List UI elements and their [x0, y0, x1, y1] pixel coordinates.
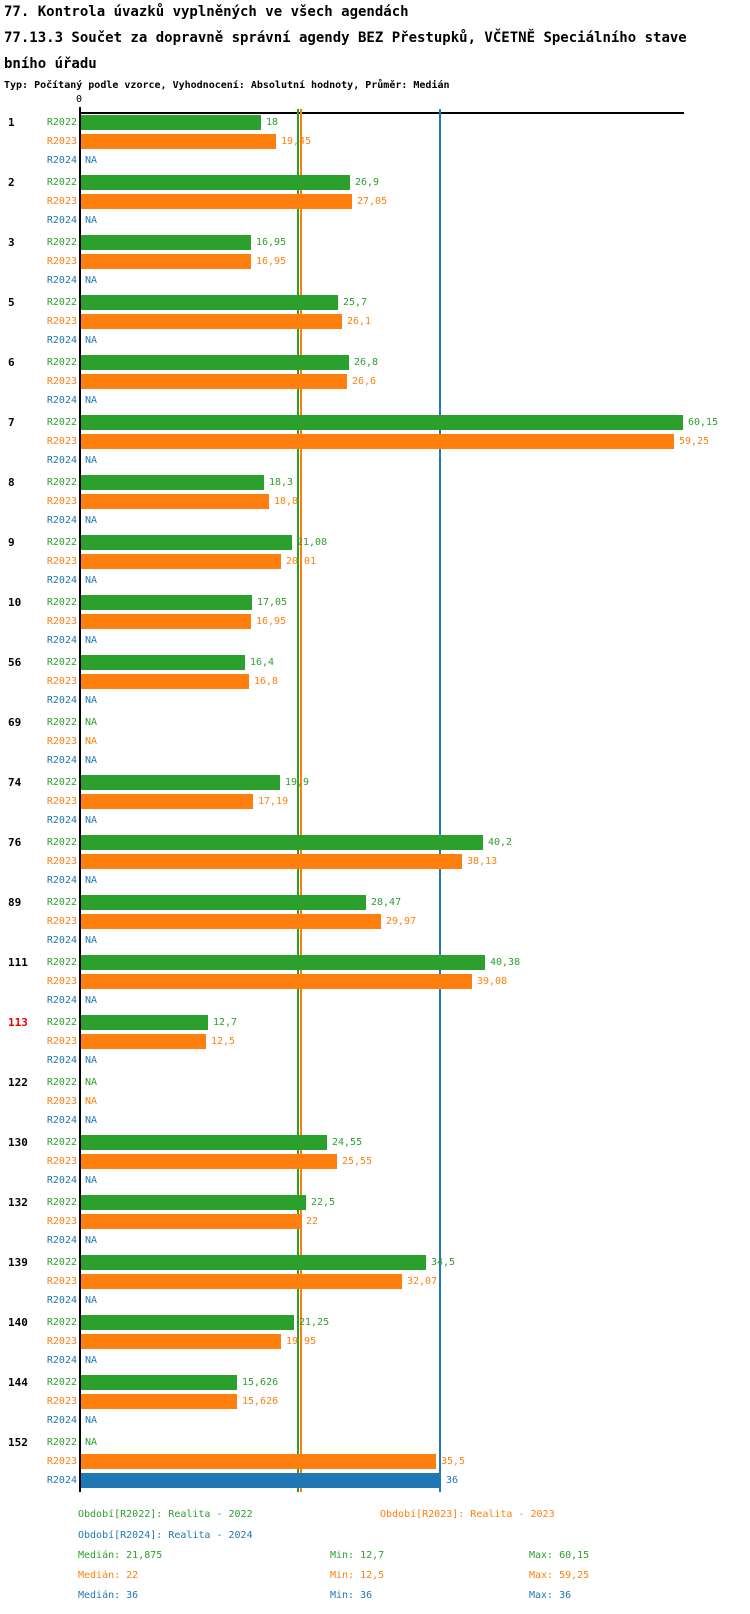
row-year-label-r2023: R2023 [46, 676, 77, 687]
bar-r2022 [81, 835, 483, 850]
bar-r2023 [81, 194, 352, 209]
bar-value-label: 60,15 [688, 417, 719, 428]
row-year-label-r2023: R2023 [46, 196, 77, 207]
row-year-label-r2024: R2024 [46, 995, 77, 1006]
row-year-label-r2022: R2022 [46, 777, 77, 788]
row-year-label-r2024: R2024 [46, 875, 77, 886]
na-label-r2024: NA [85, 1415, 98, 1426]
na-label-r2024: NA [85, 275, 98, 286]
bar-value-label: 24,55 [332, 1137, 363, 1148]
group-id-6: 6 [8, 356, 15, 369]
stat-min-r2024: Min: 36 [330, 1590, 373, 1601]
bar-value-label: 26,1 [347, 316, 372, 327]
bar-value-label: 39,08 [477, 976, 508, 987]
row-year-label-r2023: R2023 [46, 136, 77, 147]
legend-r2024: Období[R2024]: Realita - 2024 [78, 1530, 253, 1541]
row-year-label-r2024: R2024 [46, 1295, 77, 1306]
row-year-label-r2023: R2023 [46, 1156, 77, 1167]
na-label-r2024: NA [85, 815, 98, 826]
bar-value-label: 12,5 [211, 1036, 236, 1047]
group-id-1: 1 [8, 116, 15, 129]
na-label-r2024: NA [85, 515, 98, 526]
bar-value-label: 38,13 [467, 856, 498, 867]
na-label-r2024: NA [85, 755, 98, 766]
bar-r2022 [81, 1255, 426, 1270]
group-id-5: 5 [8, 296, 15, 309]
na-label-r2022: NA [85, 1437, 98, 1448]
na-label-r2024: NA [85, 335, 98, 346]
group-id-10: 10 [8, 596, 22, 609]
group-id-9: 9 [8, 536, 15, 549]
bar-r2023 [81, 1394, 237, 1409]
bar-r2023 [81, 494, 269, 509]
axis-zero-label: 0 [76, 94, 83, 105]
group-id-122: 122 [8, 1076, 28, 1089]
row-year-label-r2022: R2022 [46, 597, 77, 608]
bar-value-label: 16,4 [250, 657, 275, 668]
row-year-label-r2024: R2024 [46, 1475, 77, 1486]
bar-value-label: 27,05 [357, 196, 388, 207]
bar-value-label: 34,5 [431, 1257, 456, 1268]
row-year-label-r2022: R2022 [46, 717, 77, 728]
bar-r2022 [81, 1015, 208, 1030]
na-label-r2024: NA [85, 1175, 98, 1186]
bar-r2022 [81, 955, 485, 970]
x-axis-line [79, 112, 684, 114]
bar-value-label: 17,05 [257, 597, 288, 608]
row-year-label-r2022: R2022 [46, 477, 77, 488]
row-year-label-r2024: R2024 [46, 275, 77, 286]
bar-r2023 [81, 434, 674, 449]
bar-r2023 [81, 974, 472, 989]
bar-r2022 [81, 775, 280, 790]
stat-median-r2023: Medián: 22 [78, 1570, 139, 1581]
na-label-r2022: NA [85, 717, 98, 728]
stat-max-r2022: Max: 60,15 [529, 1550, 590, 1561]
bar-value-label: 36 [446, 1475, 459, 1486]
bar-r2023 [81, 854, 462, 869]
bar-value-label: 15,626 [242, 1396, 279, 1407]
row-year-label-r2024: R2024 [46, 395, 77, 406]
bar-r2023 [81, 134, 276, 149]
row-year-label-r2022: R2022 [46, 1077, 77, 1088]
row-year-label-r2023: R2023 [46, 556, 77, 567]
row-year-label-r2024: R2024 [46, 1235, 77, 1246]
na-label-r2024: NA [85, 1235, 98, 1246]
row-year-label-r2023: R2023 [46, 1216, 77, 1227]
bar-r2023 [81, 314, 342, 329]
bar-value-label: 19,9 [285, 777, 310, 788]
group-id-2: 2 [8, 176, 15, 189]
group-id-111: 111 [8, 956, 28, 969]
row-year-label-r2022: R2022 [46, 1017, 77, 1028]
row-year-label-r2022: R2022 [46, 117, 77, 128]
bar-r2022 [81, 295, 338, 310]
row-year-label-r2024: R2024 [46, 1415, 77, 1426]
bar-r2022 [81, 475, 264, 490]
bar-value-label: 18 [266, 117, 279, 128]
row-year-label-r2023: R2023 [46, 1096, 77, 1107]
row-year-label-r2023: R2023 [46, 796, 77, 807]
group-id-8: 8 [8, 476, 15, 489]
group-id-140: 140 [8, 1316, 28, 1329]
bar-value-label: 16,95 [256, 256, 287, 267]
bar-r2022 [81, 1135, 327, 1150]
row-year-label-r2022: R2022 [46, 657, 77, 668]
row-year-label-r2022: R2022 [46, 1377, 77, 1388]
row-year-label-r2022: R2022 [46, 537, 77, 548]
legend-r2023: Období[R2023]: Realita - 2023 [380, 1509, 555, 1520]
bar-value-label: 26,9 [355, 177, 380, 188]
group-id-139: 139 [8, 1256, 28, 1269]
bar-value-label: 25,55 [342, 1156, 373, 1167]
stat-max-r2023: Max: 59,25 [529, 1570, 590, 1581]
row-year-label-r2023: R2023 [46, 856, 77, 867]
bar-r2023 [81, 794, 253, 809]
bar-r2023 [81, 1214, 301, 1229]
row-year-label-r2023: R2023 [46, 736, 77, 747]
bar-r2023 [81, 1454, 436, 1469]
row-year-label-r2024: R2024 [46, 1055, 77, 1066]
bar-value-label: 16,95 [256, 237, 287, 248]
row-year-label-r2024: R2024 [46, 1175, 77, 1186]
group-id-130: 130 [8, 1136, 28, 1149]
bar-r2023 [81, 674, 249, 689]
bar-value-label: 22,5 [311, 1197, 336, 1208]
bar-r2022 [81, 1315, 294, 1330]
bar-r2022 [81, 535, 292, 550]
report-subtitle: 77.13.3 Součet za dopravně správní agendy BEZ Přestupků, VČETNĚ Speciálního stave [4, 30, 687, 46]
group-id-144: 144 [8, 1376, 28, 1389]
group-id-113: 113 [8, 1016, 28, 1029]
bar-value-label: 21,08 [297, 537, 328, 548]
bar-r2022 [81, 115, 261, 130]
row-year-label-r2022: R2022 [46, 357, 77, 368]
row-year-label-r2024: R2024 [46, 815, 77, 826]
bar-r2022 [81, 175, 350, 190]
report-subtitle-wrap: bního úřadu [4, 56, 97, 72]
row-year-label-r2022: R2022 [46, 837, 77, 848]
row-year-label-r2024: R2024 [46, 215, 77, 226]
na-label-r2024: NA [85, 995, 98, 1006]
stat-median-r2022: Medián: 21,875 [78, 1550, 163, 1561]
group-id-3: 3 [8, 236, 15, 249]
bar-value-label: 35,5 [441, 1456, 466, 1467]
bar-r2022 [81, 595, 252, 610]
bar-r2023 [81, 614, 251, 629]
row-year-label-r2024: R2024 [46, 755, 77, 766]
bar-r2023 [81, 254, 251, 269]
legend-r2022: Období[R2022]: Realita - 2022 [78, 1509, 253, 1520]
row-year-label-r2024: R2024 [46, 695, 77, 706]
bar-r2023 [81, 1154, 337, 1169]
na-label-r2024: NA [85, 1115, 98, 1126]
na-label-r2024: NA [85, 875, 98, 886]
row-year-label-r2022: R2022 [46, 1137, 77, 1148]
stat-min-r2023: Min: 12,5 [330, 1570, 385, 1581]
bar-value-label: 16,8 [254, 676, 279, 687]
na-label-r2024: NA [85, 1355, 98, 1366]
na-label-r2024: NA [85, 155, 98, 166]
row-year-label-r2024: R2024 [46, 515, 77, 526]
bar-r2023 [81, 374, 347, 389]
bar-r2023 [81, 1274, 402, 1289]
row-year-label-r2023: R2023 [46, 256, 77, 267]
bar-r2022 [81, 655, 245, 670]
row-year-label-r2023: R2023 [46, 1396, 77, 1407]
bar-r2023 [81, 554, 281, 569]
row-year-label-r2023: R2023 [46, 976, 77, 987]
bar-value-label: 28,47 [371, 897, 402, 908]
bar-value-label: 16,95 [256, 616, 287, 627]
na-label-r2024: NA [85, 395, 98, 406]
row-year-label-r2023: R2023 [46, 316, 77, 327]
row-year-label-r2024: R2024 [46, 1355, 77, 1366]
bar-value-label: 25,7 [343, 297, 368, 308]
bar-value-label: 22 [306, 1216, 319, 1227]
bar-value-label: 17,19 [258, 796, 289, 807]
stat-median-r2024: Medián: 36 [78, 1590, 139, 1601]
stat-max-r2024: Max: 36 [529, 1590, 572, 1601]
row-year-label-r2023: R2023 [46, 1456, 77, 1467]
na-label-r2024: NA [85, 455, 98, 466]
row-year-label-r2022: R2022 [46, 957, 77, 968]
row-year-label-r2023: R2023 [46, 1276, 77, 1287]
bar-value-label: 20,01 [286, 556, 317, 567]
na-label-r2024: NA [85, 1295, 98, 1306]
bar-value-label: 29,97 [386, 916, 417, 927]
bar-value-label: 18,3 [269, 477, 294, 488]
bar-value-label: 32,07 [407, 1276, 438, 1287]
row-year-label-r2022: R2022 [46, 237, 77, 248]
row-year-label-r2023: R2023 [46, 916, 77, 927]
row-year-label-r2022: R2022 [46, 1317, 77, 1328]
row-year-label-r2022: R2022 [46, 1197, 77, 1208]
na-label-r2022: NA [85, 1077, 98, 1088]
row-year-label-r2024: R2024 [46, 635, 77, 646]
bar-value-label: 21,25 [299, 1317, 330, 1328]
bar-value-label: 19,45 [281, 136, 312, 147]
row-year-label-r2022: R2022 [46, 897, 77, 908]
row-year-label-r2024: R2024 [46, 455, 77, 466]
row-year-label-r2022: R2022 [46, 417, 77, 428]
row-year-label-r2023: R2023 [46, 1336, 77, 1347]
row-year-label-r2023: R2023 [46, 376, 77, 387]
na-label-r2024: NA [85, 215, 98, 226]
bar-r2023 [81, 914, 381, 929]
row-year-label-r2022: R2022 [46, 177, 77, 188]
group-id-7: 7 [8, 416, 15, 429]
group-id-56: 56 [8, 656, 22, 669]
bar-value-label: 19,95 [286, 1336, 317, 1347]
bar-value-label: 26,6 [352, 376, 377, 387]
bar-r2022 [81, 1195, 306, 1210]
report-meta: Typ: Počítaný podle vzorce, Vyhodnocení: Absolutní hodnoty, Průměr: Medián [4, 80, 450, 91]
group-id-74: 74 [8, 776, 22, 789]
bar-r2024 [81, 1473, 441, 1488]
row-year-label-r2022: R2022 [46, 1437, 77, 1448]
bar-r2023 [81, 1334, 281, 1349]
group-id-132: 132 [8, 1196, 28, 1209]
row-year-label-r2023: R2023 [46, 436, 77, 447]
group-id-152: 152 [8, 1436, 28, 1449]
bar-r2022 [81, 895, 366, 910]
bar-r2022 [81, 355, 349, 370]
row-year-label-r2022: R2022 [46, 297, 77, 308]
bar-r2022 [81, 235, 251, 250]
bar-value-label: 40,2 [488, 837, 513, 848]
group-id-89: 89 [8, 896, 22, 909]
row-year-label-r2024: R2024 [46, 935, 77, 946]
row-year-label-r2023: R2023 [46, 1036, 77, 1047]
report-title: 77. Kontrola úvazků vyplněných ve všech agendách [4, 4, 409, 20]
row-year-label-r2022: R2022 [46, 1257, 77, 1268]
bar-value-label: 40,38 [490, 957, 521, 968]
na-label-r2023: NA [85, 736, 98, 747]
stat-min-r2022: Min: 12,7 [330, 1550, 385, 1561]
bar-r2023 [81, 1034, 206, 1049]
group-id-76: 76 [8, 836, 22, 849]
row-year-label-r2023: R2023 [46, 616, 77, 627]
na-label-r2024: NA [85, 635, 98, 646]
na-label-r2024: NA [85, 695, 98, 706]
bar-value-label: 12,7 [213, 1017, 238, 1028]
row-year-label-r2024: R2024 [46, 335, 77, 346]
row-year-label-r2023: R2023 [46, 496, 77, 507]
bar-value-label: 59,25 [679, 436, 710, 447]
group-id-69: 69 [8, 716, 22, 729]
na-label-r2024: NA [85, 575, 98, 586]
row-year-label-r2024: R2024 [46, 155, 77, 166]
bar-value-label: 18,8 [274, 496, 299, 507]
bar-r2022 [81, 415, 683, 430]
row-year-label-r2024: R2024 [46, 575, 77, 586]
na-label-r2023: NA [85, 1096, 98, 1107]
median-line-r2024 [439, 109, 441, 1492]
na-label-r2024: NA [85, 1055, 98, 1066]
bar-r2022 [81, 1375, 237, 1390]
bar-value-label: 15,626 [242, 1377, 279, 1388]
bar-value-label: 26,8 [354, 357, 379, 368]
na-label-r2024: NA [85, 935, 98, 946]
row-year-label-r2024: R2024 [46, 1115, 77, 1126]
